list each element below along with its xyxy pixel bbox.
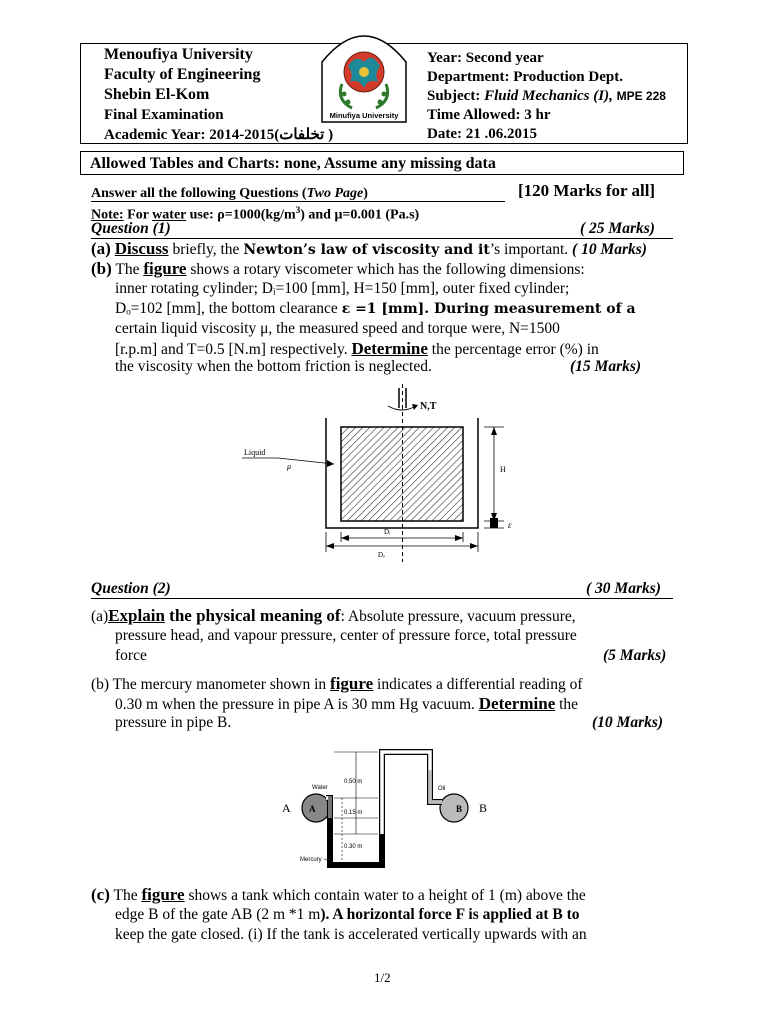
q2-part-c-line1: (c) The figure shows a tank which contain water to a height of 1 (m) above the [91,885,586,904]
page-number: 1/2 [374,970,391,985]
faculty-name: Faculty of Engineering [104,66,261,83]
q1-part-b-line2: inner rotating cylinder; Dᵢ=100 [mm], H=150 [mm], outer fixed cylinder; [115,280,570,297]
q2-title-underline [91,598,673,599]
time-allowed: Time Allowed: 3 hr [427,107,551,123]
label-di: Dᵢ [384,528,391,536]
q2-part-a-line1: (a)Explain the physical meaning of: Absolute pressure, vacuum pressure, [91,606,576,625]
label-050: 0.50 m [344,779,363,785]
label-mu: μ [287,462,292,471]
q1-part-b-line1: (b) The figure shows a rotary viscometer which has the following dimensions: [91,259,585,278]
q2-part-c-line3: keep the gate closed. (i) If the tank is accelerated vertically upwards with an [115,926,587,943]
answer-instruction: Answer all the following Questions (Two Page) [91,186,368,201]
q2-part-b-line3: pressure in pipe B. [115,714,232,731]
q2-part-a-line2: pressure head, and vapour pressure, center of pressure force, total pressure [115,627,577,644]
university-name: Menoufiya University [104,46,253,63]
inner-cylinder [341,427,463,521]
year-level: Year: Second year [427,50,544,66]
q2-part-a-line3: force [115,647,147,664]
label-liquid: Liquid [244,448,266,457]
label-nt: N,T [420,401,437,412]
exam-date: Date: 21 .06.2015 [427,126,537,142]
logo-caption: Minufiya University [329,111,399,120]
q2-part-b-line2: 0.30 m when the pressure in pipe A is 30 mm Hg vacuum. Determine the [115,694,579,713]
label-b: B [479,801,488,815]
total-marks: [120 Marks for all] [518,181,656,200]
q1-marks: ( 25 Marks) [580,220,655,237]
q1-part-b-marks: (15 Marks) [570,358,642,375]
q1-part-b-line3: Dₒ=102 [mm], the bottom clearance ε =1 [mm]. During measurement of a [115,300,636,317]
label-epsilon: ε [508,520,512,530]
q1-part-b-line6: the viscosity when the bottom friction is neglected. [115,358,432,375]
q2-part-b-marks: (10 Marks) [592,714,664,731]
q2-part-a-marks: (5 Marks) [603,647,667,664]
label-oil: Oil [438,786,446,792]
q2-part-b-line1: (b) The mercury manometer shown in figure indicates a differential reading of [91,674,583,693]
pipe-a-inner-label: A [309,804,316,814]
pipe-b [440,794,468,822]
pipe-a [302,794,330,822]
label-030: 0.30 m [344,844,363,850]
water-note: Note: For water use: $\rho=1000(kg/m^3)$ and μ=0.001 (Pa.s) [91,205,420,223]
department: Department: Production Dept. [427,69,623,85]
manometer-figure [278,740,500,875]
q1-title: Question (1) [91,220,171,237]
academic-year: Academic Year: 2014-2015(تخلفات ) [104,127,334,143]
q2-part-c-line2: edge B of the gate AB (2 m *1 m). A horizontal force F is applied at B to [115,906,580,923]
label-mercury: Mercury [300,857,322,863]
subject-name: Fluid Mechanics (I), [484,88,613,104]
header-right [427,49,666,144]
pipe-b-inner-label: B [456,804,463,814]
allowed-tables-note: Allowed Tables and Charts: none, Assume any missing data [80,151,684,175]
university-logo [316,22,412,128]
header-left [104,45,333,145]
subject-code: MPE 228 [616,89,666,103]
university-seal-icon [316,22,412,128]
q2-title: Question (2) [91,580,171,597]
q1-part-a: (a) Discuss briefly, the Newton’s law of viscosity and it’s important. ( 10 Marks) [91,239,647,258]
q1-part-b-line5: [r.p.m] and T=0.5 [N.m] respectively. Determine the percentage error (%) in [115,339,599,358]
q1-part-b-line4: certain liquid viscosity μ, the measured speed and torque were, N=1500 [115,320,560,337]
q2-marks: ( 30 Marks) [586,580,661,597]
city-name: Shebin El-Kom [104,86,210,103]
label-a: A [282,801,291,815]
subject-line: Subject: Fluid Mechanics (I), MPE 228 [427,88,666,104]
label-water: Water [312,785,328,791]
label-015: 0.15 m [344,810,363,816]
label-h: H [500,465,506,474]
label-do: Dₒ [378,551,386,559]
exam-type: Final Examination [104,107,224,123]
viscometer-figure [238,382,528,567]
